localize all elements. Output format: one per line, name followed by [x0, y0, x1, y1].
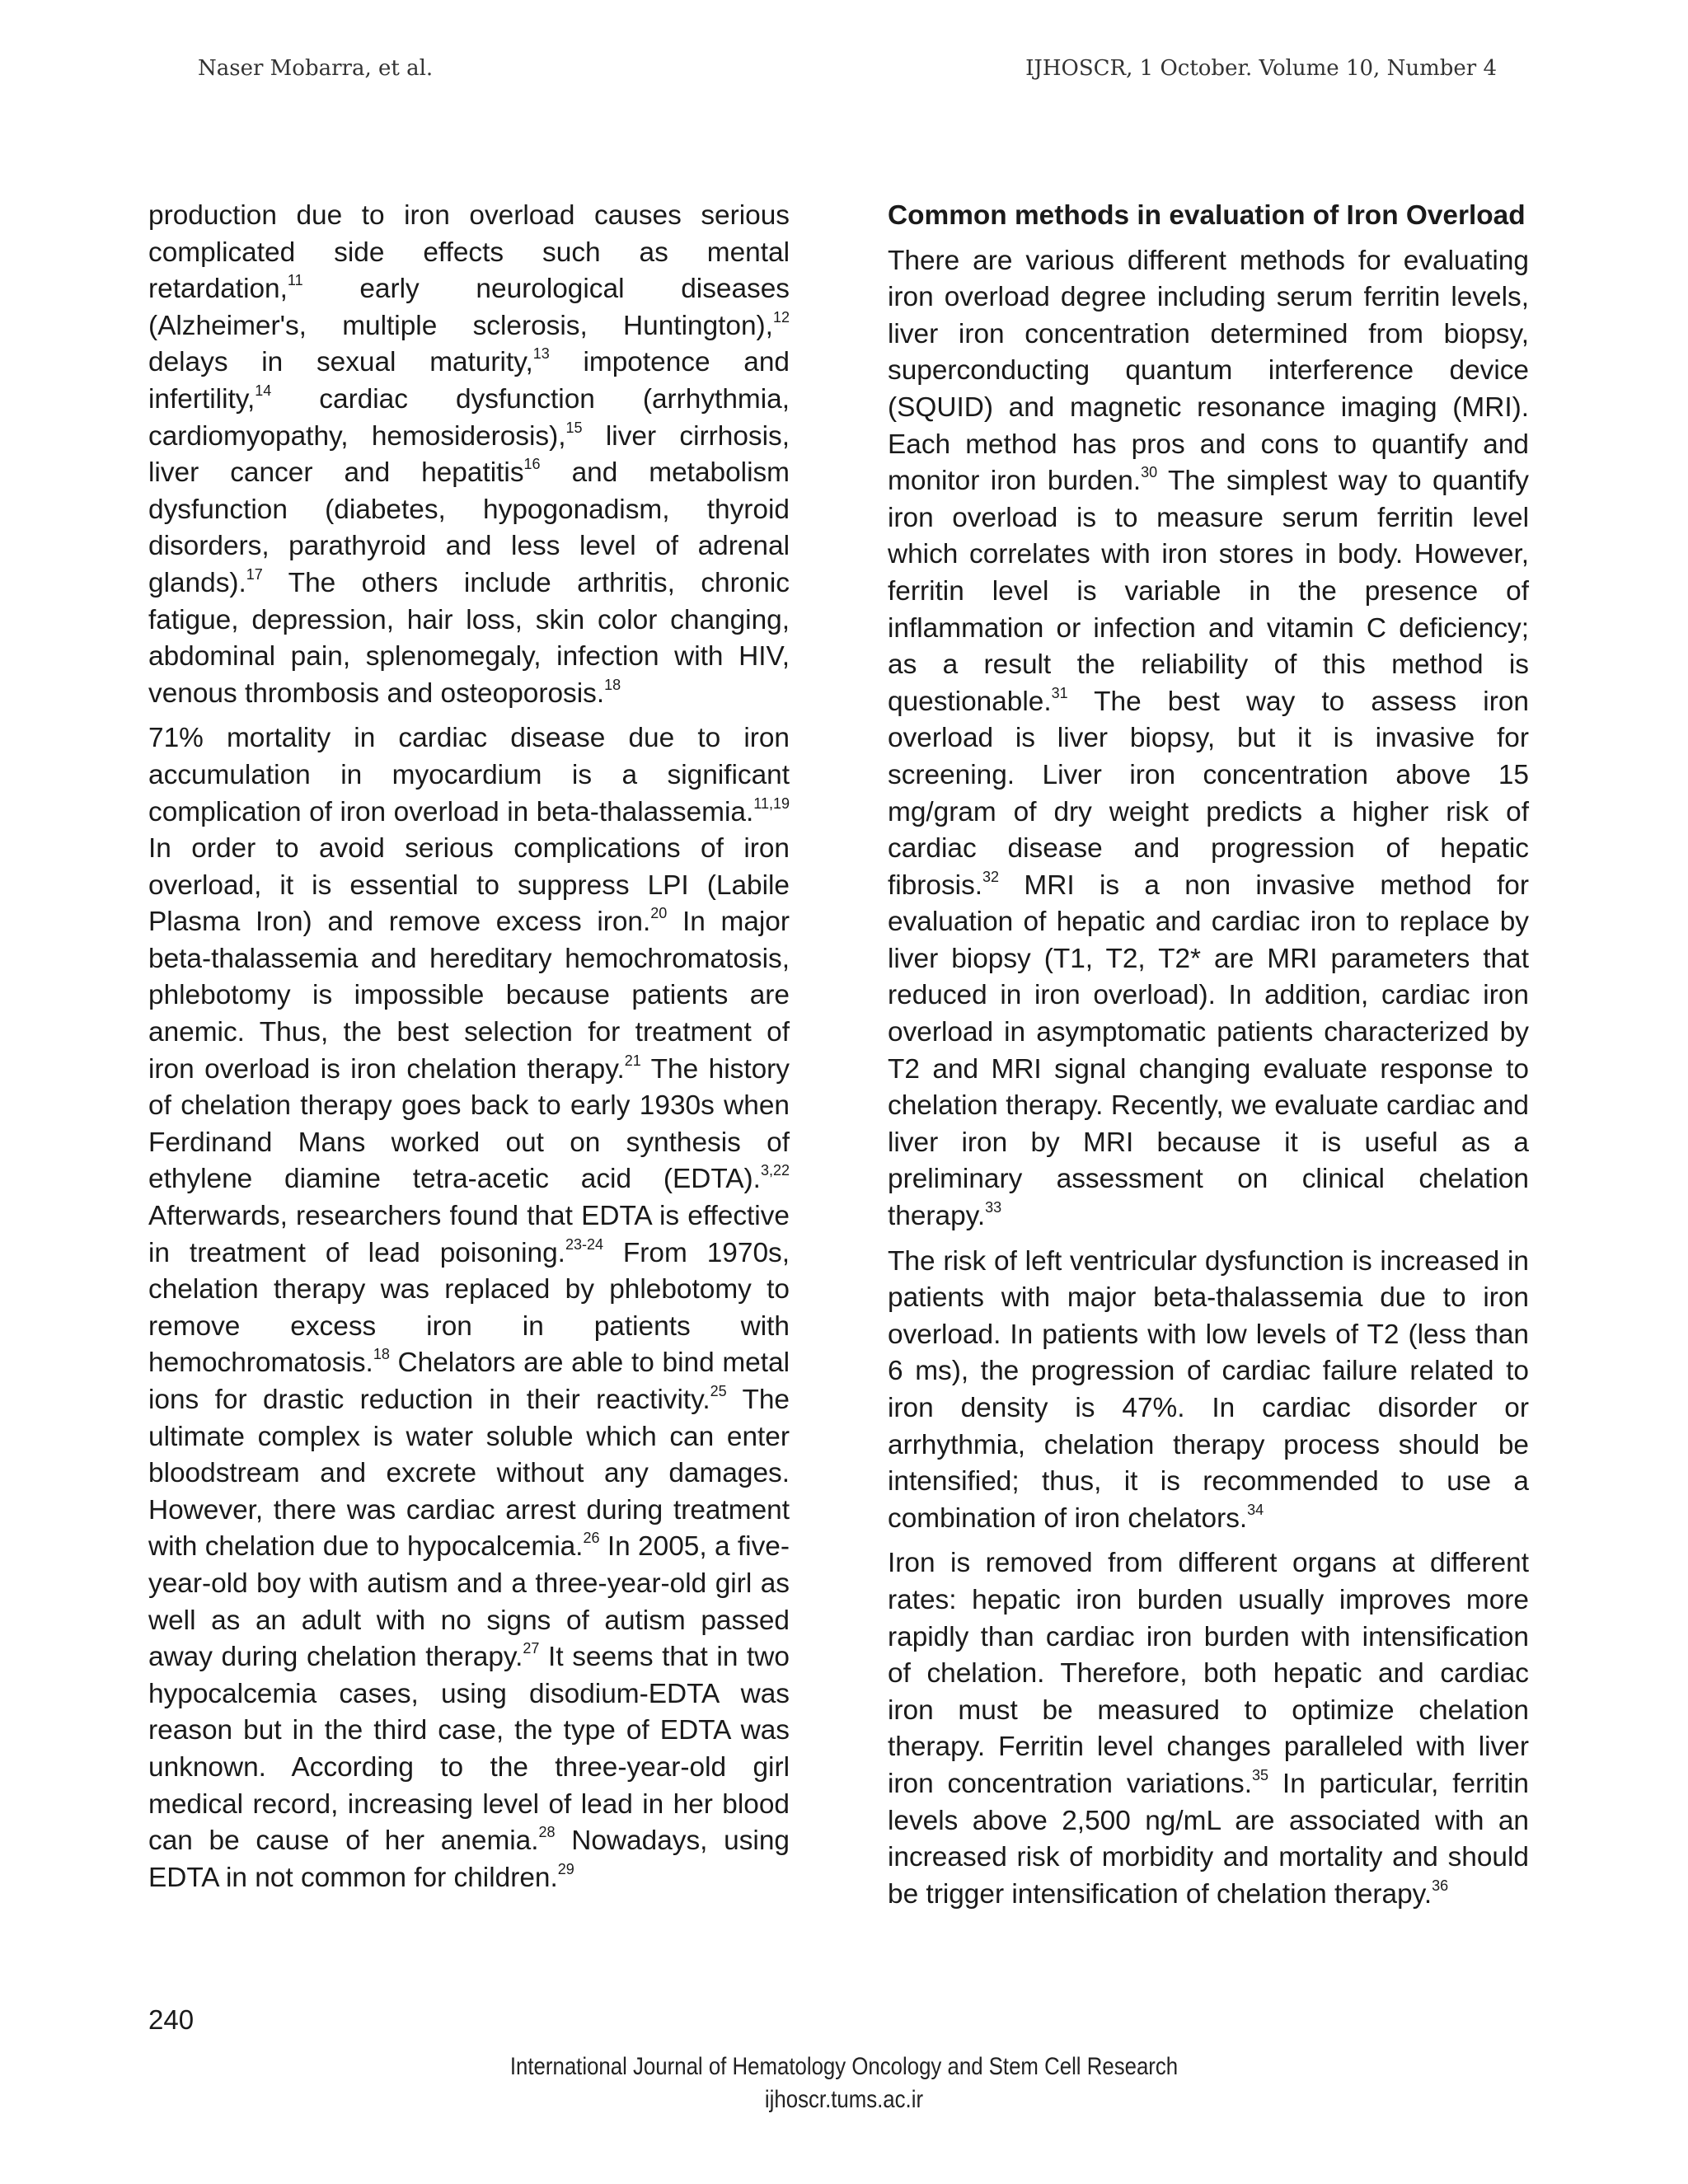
- citation[interactable]: 32: [982, 868, 1000, 885]
- citation[interactable]: 15: [565, 419, 583, 436]
- citation[interactable]: 18: [604, 676, 621, 693]
- footer: [0, 2050, 1688, 2116]
- running-head-journal-issue: IJHOSCR, 1 October. Volume 10, Number 4: [1025, 56, 1497, 81]
- citation[interactable]: 18: [373, 1346, 390, 1363]
- citation[interactable]: 21: [624, 1052, 641, 1069]
- citation[interactable]: 35: [1252, 1766, 1269, 1783]
- citation[interactable]: 33: [985, 1199, 1002, 1216]
- page-number: 240: [148, 2004, 195, 2035]
- footer-website-link[interactable]: ijhoscr.tums.ac.ir: [764, 2086, 924, 2113]
- citation[interactable]: 16: [523, 456, 541, 473]
- citation[interactable]: 17: [246, 565, 263, 583]
- paragraph-chelation-history: 71% mortality in cardiac disease due to iron accumulation in myocardium is a significant complication of iron overload in beta-thalassemia.$^{11,19}$ In order to avoid serious complications of iron overload, it is essential to suppress LPI (Labile Plasma Iron) and remove excess iron.$^{20}$ In major beta-thalassemia and hereditary hemochromatosis, phlebotomy is impossible because patients are anemic. Thus, the best selection for treatment of iron overload is iron chelation therapy.$^{21}$ The history of chelation therapy goes back to early 1930s when Ferdinand Mans worked out on synthesis of ethylene diamine tetra-acetic acid (EDTA).$^{3,22}$ Afterwards, researchers found that EDTA is effective in treatment of lead poisoning.$^{23-24}$ From 1970s, chelation therapy was replaced by phlebotomy to remove excess iron in patients with hemochromatosis.$^{18}$ Chelators are able to bind metal ions for drastic reduction in their reactivity.$^{25}$ The ultimate complex is water soluble which can enter bloodstream and excrete without any damages. However, there was cardiac arrest during treatment with chelation due to hypocalcemia.$^{26}$ In 2005, a five-year-old boy with autism and a three-year-old girl as well as an adult with no signs of autism passed away during chelation therapy.$^{27}$ It seems that in two hypocalcemia cases, using disodium-EDTA was reason but in the third case, the type of EDTA was unknown. According to the three-year-old girl medical record, increasing level of lead in her blood can be cause of her anemia.$^{28}$ Nowadays, using EDTA in not common for children.$^{29}$: [148, 723, 790, 1893]
- citation[interactable]: 12: [772, 308, 790, 326]
- citation[interactable]: 26: [583, 1530, 600, 1547]
- citation[interactable]: 14: [255, 382, 272, 399]
- paragraph-evaluation-methods: There are various different methods for evaluating iron overload degree including serum ferritin levels, liver iron concentration determined from biopsy, superconducting quantum interference device (SQUID) and magnetic resonance imaging (MRI). Each method has pros and cons to quantify and monitor iron burden.$^{30}$ The simplest way to quantify iron overload is to measure serum ferritin level which correlates with iron stores in body. However, ferritin level is variable in the presence of inflammation or infection and vitamin C deficiency; as a result the reliability of this method is questionable.$^{31}$ The best way to assess iron overload is liver biopsy, but it is invasive for screening. Liver iron concentration above 15 mg/gram of dry weight predicts a higher risk of cardiac disease and progression of hepatic fibrosis.$^{32}$ MRI is a non invasive method for evaluation of hepatic and cardiac iron to replace by liver biopsy (T1, T2, T2* are MRI parameters that reduced in iron overload). In addition, cardiac iron overload in asymptomatic patients characterized by T2 and MRI signal changing evaluate response to chelation therapy. Recently, we evaluate cardiac and liver iron by MRI because it is useful as a preliminary assessment on clinical chelation therapy.$^{33}$: [888, 245, 1529, 1232]
- right-column: [888, 198, 1529, 1921]
- citation[interactable]: 36: [1432, 1877, 1449, 1894]
- citation[interactable]: 20: [650, 905, 668, 922]
- citation[interactable]: 13: [532, 345, 550, 363]
- citation[interactable]: 23-24: [565, 1235, 603, 1253]
- left-column: [148, 198, 790, 1905]
- citation[interactable]: 27: [523, 1640, 540, 1657]
- citation[interactable]: 31: [1051, 684, 1068, 701]
- citation[interactable]: 11,19: [753, 794, 790, 812]
- running-head-authors: Naser Mobarra, et al.: [198, 56, 434, 81]
- citation[interactable]: 28: [538, 1824, 556, 1841]
- section-heading: Common methods in evaluation of Iron Overload: [888, 200, 1526, 231]
- paragraph-ventricular-dysfunction: The risk of left ventricular dysfunction is increased in patients with major beta-thalassemia due to iron overload. In patients with low levels of T2 (less than 6 ms), the progression of cardiac failure related to iron density is 47%. In cardiac disorder or arrhythmia, chelation therapy process should be intensified; thus, it is recommended to use a combination of iron chelators.$^{34}$: [888, 1245, 1529, 1534]
- citation[interactable]: 11: [287, 272, 303, 289]
- citation[interactable]: 25: [710, 1383, 727, 1399]
- citation[interactable]: 34: [1247, 1501, 1264, 1518]
- footer-journal-name: International Journal of Hematology Oncology and Stem Cell Research: [509, 2053, 1179, 2080]
- citation[interactable]: 29: [557, 1860, 574, 1877]
- paragraph-complications: production due to iron overload causes serious complicated side effects such as mental retardation,$^{11}$ early neurological diseases (Alzheimer's, multiple sclerosis, Huntington),$^{12}$ delays in sexual maturity,$^{13}$ impotence and infertility,$^{14}$ cardiac dysfunction (arrhythmia, cardiomyopathy, hemosiderosis),$^{15}$ liver cirrhosis, liver cancer and hepatitis$^{16}$ and metabolism dysfunction (diabetes, hypogonadism, thyroid disorders, parathyroid and less level of adrenal glands).$^{17}$ The others include arthritis, chronic fatigue, depression, hair loss, skin color changing, abdominal pain, splenomegaly, infection with HIV, venous thrombosis and osteoporosis.$^{18}$: [148, 200, 790, 709]
- citation[interactable]: 30: [1141, 464, 1158, 481]
- citation[interactable]: 3,22: [760, 1162, 790, 1179]
- paragraph-iron-removal-rates: Iron is removed from different organs at different rates: hepatic iron burden usually improves more rapidly than cardiac iron burden with intensification of chelation. Therefore, both hepatic and cardiac iron must be measured to optimize chelation therapy. Ferritin level changes paralleled with liver iron concentration variations.$^{35}$ In particular, ferritin levels above 2,500 ng/mL are associated with an increased risk of morbidity and mortality and should be trigger intensification of chelation therapy.$^{36}$: [888, 1548, 1530, 1910]
